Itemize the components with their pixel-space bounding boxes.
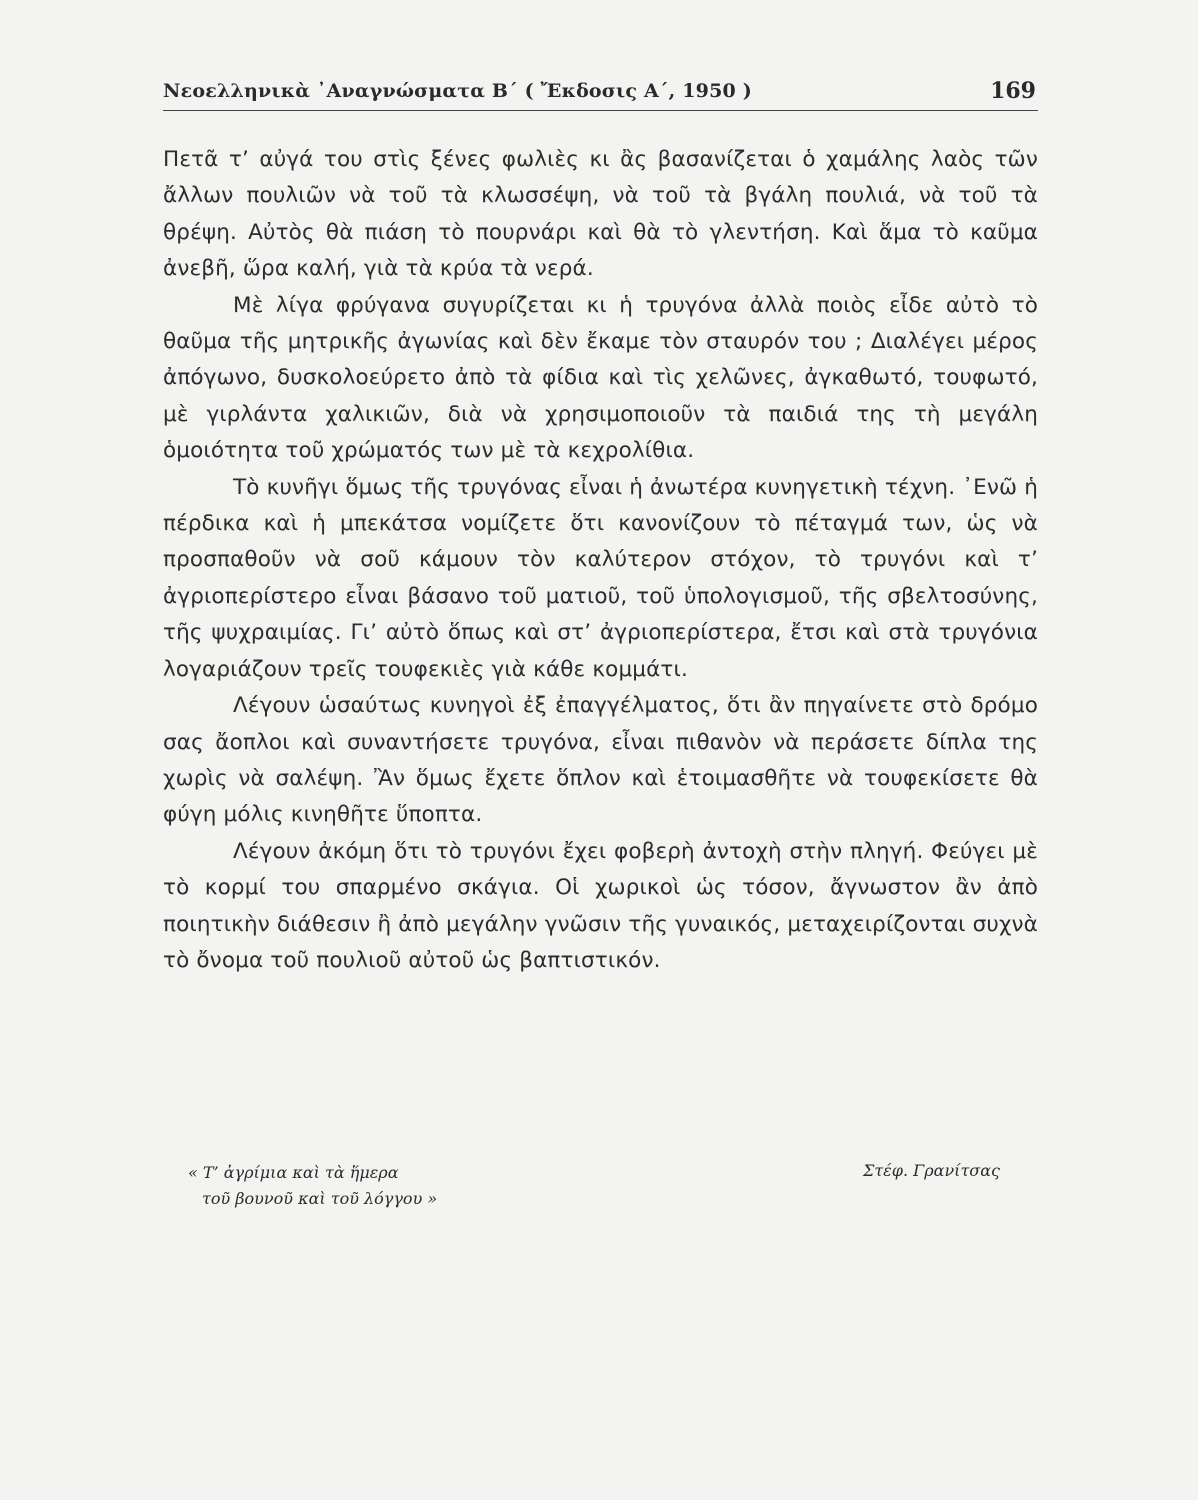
source-line-2: τοῦ βουνοῦ καὶ τοῦ λόγγου » <box>202 1189 438 1208</box>
page-number: 169 <box>990 78 1036 104</box>
author-signature: Στέφ. Γρανίτσας <box>863 1161 1000 1180</box>
source-citation <box>188 1160 437 1212</box>
source-line-1: « Τ’ ἀγρίμια καὶ τὰ ἥμερα <box>188 1163 399 1182</box>
paragraph-3: Τὸ κυνῆγι ὅμως τῆς τρυγόνας εἶναι ἡ ἀνωτέρα κυνηγετικὴ τέχνη. ᾿Ενῶ ἡ πέρδικα καὶ ἡ μπεκάτσα νομίζετε ὅτι κανονίζουν τὸ πέταγμά των, ὡς νὰ προσπαθοῦν νὰ σοῦ κάμουν τὸν καλύτερον στόχον, τὸ τρυγόνι καὶ τ’ ἀγριοπερίστερο εἶναι βάσανο τοῦ ματιοῦ, τοῦ ὑπολογισμοῦ, τῆς σβελτοσύνης, τῆς ψυχραιμίας. Γι’ αὐτὸ ὅπως καὶ στ’ ἀγριοπερίστερα, ἔτσι καὶ στὰ τρυγόνια λογαριάζουν τρεῖς τουφεκιὲς γιὰ κάθε κομμάτι. <box>163 474 1038 682</box>
paragraph-5: Λέγουν ἀκόμη ὅτι τὸ τρυγόνι ἔχει φοβερὴ ἀντοχὴ στὴν πληγή. Φεύγει μὲ τὸ κορμί του σπαρμένο σκάγια. Οἱ χωρικοὶ ὡς τόσον, ἄγνωστον ἂν ἀπὸ ποιητικὴν διάθεσιν ἢ ἀπὸ μεγάλην γνῶσιν τῆς γυναικός, μεταχειρίζονται συχνὰ τὸ ὄνομα τοῦ πουλιοῦ αὐτοῦ ὡς βαπτιστικόν. <box>163 838 1038 973</box>
body-text <box>163 142 1038 979</box>
paragraph-4: Λέγουν ὡσαύτως κυνηγοὶ ἐξ ἐπαγγέλματος, ὅτι ἂν πηγαίνετε στὸ δρόμο σας ἄοπλοι καὶ συναντήσετε τρυγόνα, εἶναι πιθανὸν νὰ περάσετε δίπλα της χωρὶς νὰ σαλέψη. Ἂν ὅμως ἔχετε ὅπλον καὶ ἑτοιμασθῆτε νὰ τουφεκίσετε θὰ φύγη μόλις κινηθῆτε ὕποπτα. <box>163 693 1038 828</box>
paragraph-1: Πετᾶ τ’ αὐγά του στὶς ξένες φωλιὲς κι ἂς βασανίζεται ὁ χαμάλης λαὸς τῶν ἄλλων πουλιῶν νὰ τοῦ τὰ κλωσσέψη, νὰ τοῦ τὰ βγάλη πουλιά, νὰ τοῦ τὰ θρέψη. Αὐτὸς θὰ πιάση τὸ πουρνάρι καὶ θὰ τὸ γλεντήση. Καὶ ἅμα τὸ καῦμα ἀνεβῆ, ὥρα καλή, γιὰ τὰ κρύα τὰ νερά. <box>163 147 1038 282</box>
paragraph-2: Μὲ λίγα φρύγανα συγυρίζεται κι ἡ τρυγόνα ἀλλὰ ποιὸς εἶδε αὐτὸ τὸ θαῦμα τῆς μητρικῆς ἀγωνίας καὶ δὲν ἔκαμε τὸν σταυρόν του ; Διαλέγει μέρος ἀπόγωνο, δυσκολοεύρετο ἀπὸ τὰ φίδια καὶ τὶς χελῶνες, ἀγκαθωτό, τουφωτό, μὲ γιρλάντα χαλικιῶν, διὰ νὰ χρησιμοποιοῦν τὰ παιδιά της τὴ μεγάλη ὁμοιότητα τοῦ χρώματός των μὲ τὰ κεχρολίθια. <box>163 292 1038 464</box>
running-title: Νεοελληνικὰ ᾿Αναγνώσματα Β΄ ( Ἔκδοσις Α΄, 1950 ) <box>163 80 752 102</box>
page-header <box>163 78 1038 111</box>
